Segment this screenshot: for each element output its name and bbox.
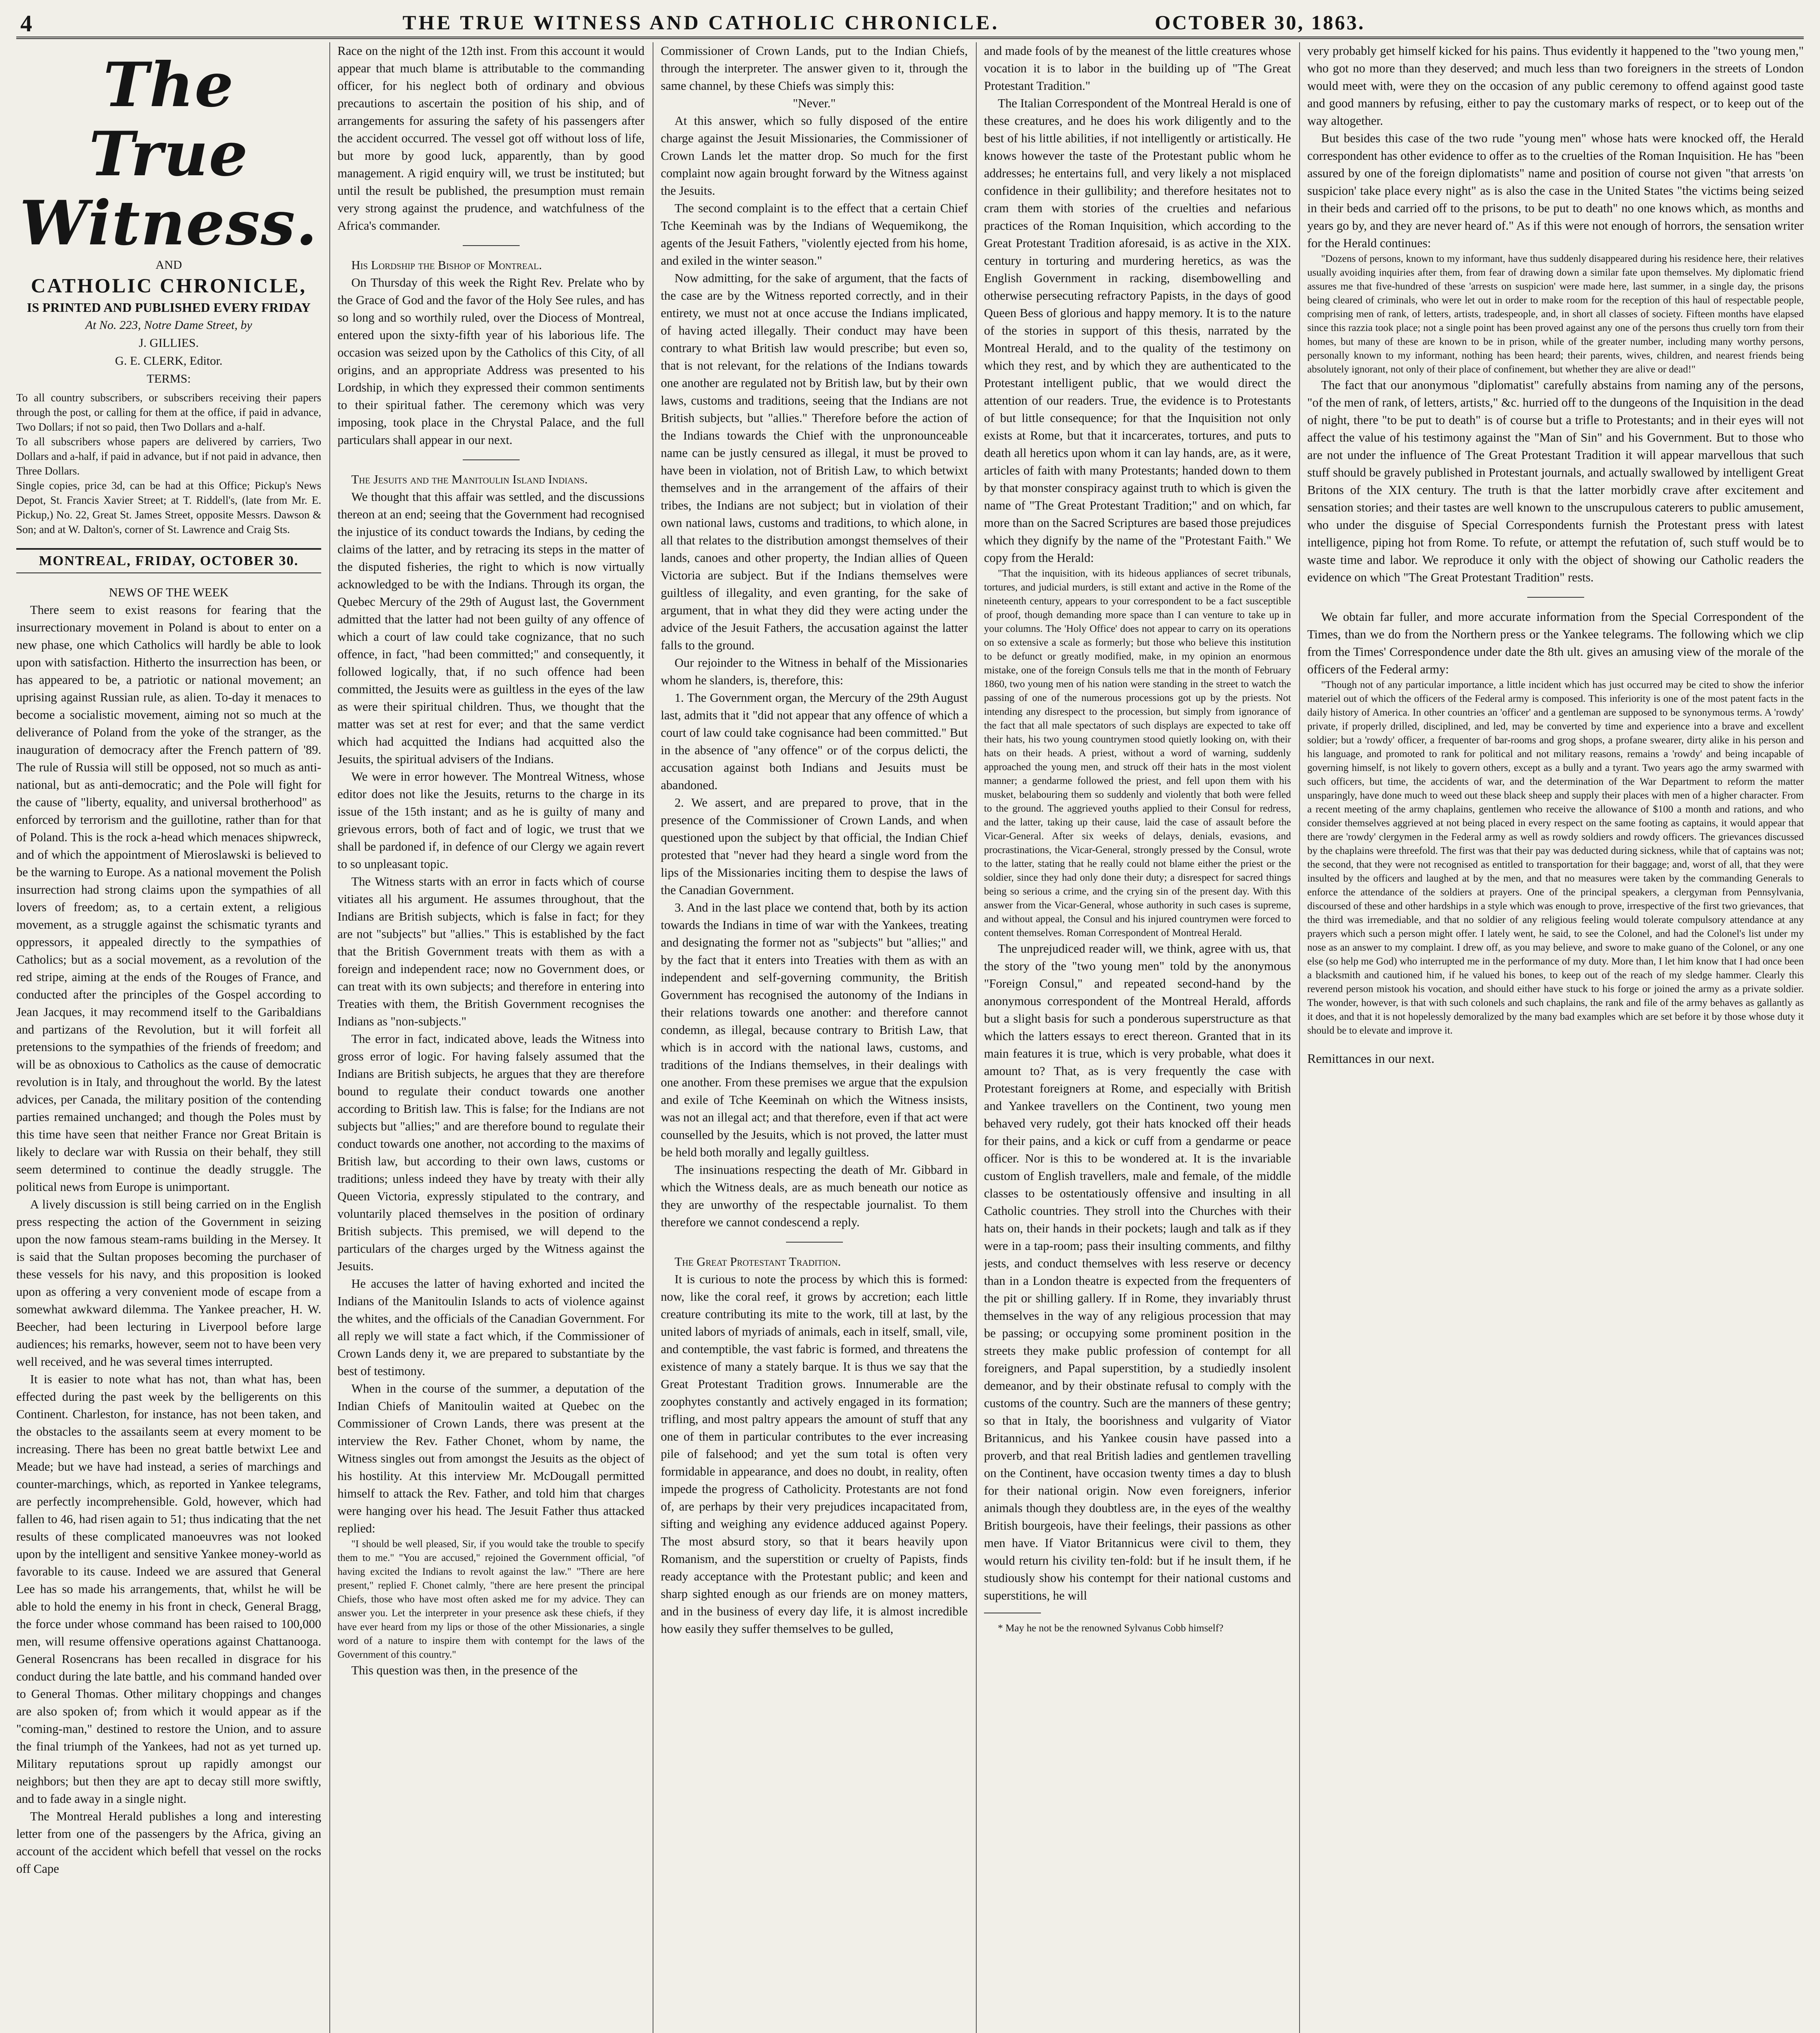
article-paragraph: The fact that our anonymous "diplomatist" carefully abstains from naming any of the persons, "of the men of rank, of letters, artists," &c. hurried off to the dungeons of the Inquisition in the dead of night, there "to be put to death" is of course but a trifle to Protestants; and in their eyes will not affect the value of his testimony against the "Man of Sin" and his Government. But to those who are not under the influence of The Great Protestant Tradition it will appear marvellous that such stuff should be gravely published in Protestant journals, and actually swallowed by intelligent Great Britons of the XIX century. The truth is that the latter morbidly crave after excitement and sensation stories; and their tastes are well known to the unscrupulous caterers to public amusement, who under the disguise of Special Correspondents furnish the Protestant press with latest intelligence, piping hot from Rome. To refute, or attempt the refutation of, such stuff would be to waste time and labor. We reproduce it only with the object of showing our Catholic readers the evidence on which "The Great Protestant Tradition" rests.	[1307, 378, 1804, 584]
masthead-editor: G. E. CLERK, Editor.	[115, 354, 223, 368]
running-head-title: THE TRUE WITNESS AND CATHOLIC CHRONICLE.	[403, 11, 1000, 34]
masthead-published: IS PRINTED AND PUBLISHED EVERY FRIDAY	[27, 300, 311, 315]
article-paragraph: We thought that this affair was settled, and the discussions thereon at an end; seeing that the Government had recognised the injustice of its conduct towards the Indians, by ceding the claims of the latter, and by retracing its steps in the matter of the disputed fisheries, the right to which is now virtually acknowledged to be with the Indians. Through its organ, the Quebec Mercury of the 29th of August last, the Government admitted that the latter had not been guilty of any offence of which a court of law could take cognizance, that no such offence, in fact, "had been committed;" and consequently, it followed logically, that, if no such offence had been committed, the Jesuits were as guiltless in the eyes of the law as were their spiritual children. Thus, we thought that the matter was set at rest for ever; and that the same verdict which had acquitted the Indians had acquitted also the Jesuits, the spiritual advisers of the Indians.	[337, 490, 644, 766]
terms-item: To all subscribers whose papers are delivered by carriers, Two Dollars and a-half, if paid in advance, but if not paid in advance, then Three Dollars.	[16, 435, 321, 477]
article-heading: The Great Protestant Tradition.	[675, 1255, 841, 1269]
article-paragraph: The error in fact, indicated above, leads the Witness into gross error of logic. For having falsely assumed that the Indians are British subjects, he argues that they are therefore bound to regulate their conduct towards one another according to British law. This is false; for the Indians are not subjects but "allies;" and are therefore bound to regulate their conduct towards one another, not according to the maxims of British law, but according to their own laws, customs or traditions; unless indeed they have by treaty with their ally Queen Victoria, expressly stipulated to the contrary, and voluntarily placed themselves in the position of ordinary British subjects. This premised, we will depend to the particulars of the charges urged by the Witness against the Jesuits.	[337, 1032, 644, 1273]
article-heading: His Lordship the Bishop of Montreal.	[351, 258, 542, 272]
divider	[1527, 597, 1584, 598]
newspaper-page	[16, 8, 1804, 2033]
quotation: "I should be well pleased, Sir, if you would take the trouble to specify them to me." "You are accused," rejoined the Government official, "of having excited the Indians to revolt against the law." "There are here present," replied F. Chonet calmly, "there are here present the principal Chiefs, those who have most often asked me for my advice. They can answer you. Let the interpreter in your presence ask these chiefs, if they have ever heard from my lips or those of the other Missionaries, a single word of a nature to inspire them with contempt for the laws of the Government of this country."	[337, 1539, 644, 1660]
terms-item: Single copies, price 3d, can be had at this Office; Pickup's News Depot, St. Francis Xavier Street; at T. Riddell's, (late from Mr. E. Pickup,) No. 22, Great St. James Street, opposite Messrs. Dawson & Son; and at W. Dalton's, corner of St. Lawrence and Craig Sts.	[16, 479, 321, 535]
divider	[786, 1242, 843, 1243]
terms-heading: TERMS:	[146, 372, 191, 385]
article-paragraph: But besides this case of the two rude "young men" whose hats were knocked off, the Herald correspondent has other evidence to offer as to the cruelties of the Roman Inquisition. He has "been assured by one of the foreign diplomatists" name and position of course not given "that arrests 'on suspicion' take place every night" as is also the case in the United States "the victims being seized in their beds and carried off to the prisons, to be put to death" no one knows which, as months and years go by, and they are never heard of." As if this were not enough of horrors, the sensation writer for the Herald continues:	[1307, 131, 1804, 250]
column-2	[337, 42, 644, 2033]
page-number: 4	[20, 10, 32, 37]
column-3	[661, 42, 968, 2033]
article-paragraph: At this answer, which so fully disposed of the entire charge against the Jesuit Missionaries, the Commissioner of Crown Lands let the matter drop. So much for the first complaint now again brought forward by the Witness against the Jesuits.	[661, 114, 968, 198]
article-paragraph: The unprejudiced reader will, we think, agree with us, that the story of the "two young men" told by the anonymous "Foreign Consul," and repeated second-hand by the anonymous correspondent of the Montreal Herald, affords but a slight basis for such a ponderous superstructure as that which the latters essays to erect thereon. Granted that in its main features it is true, which is very probable, what does it amount to? That, as is very frequently the case with Protestant foreigners at Rome, and especially with British and Yankee travellers on the Continent, two young men behaved very rudely, got their hats knocked off their heads for their pains, and a kick or cuff from a gendarme or peace officer. Nor is this to be wondered at. It is the invariable custom of English travellers, male and female, of the middle classes to be ostentatiously offensive and insulting in all Catholic countries. They stroll into the Churches with their hats on, their hands in their pockets; laugh and talk as if they were in a tap-room; pass their insulting comments, and filthy jests, and conduct themselves with less reserve or decency than in a London theatre is expected from the frequenters of the pit or shilling gallery. If in Rome, they invariably thrust themselves in the way of any religious procession that may be passing; or occupying some prominent position in the streets they make public profession of contempt for all foreigners, and Papal superstition, by a studiedly insolent demeanor, and by their obstinate refusal to comply with the customs of the country. Such are the manners of these gentry; so that in Italy, the boorishness and vulgarity of Viator Britannicus, and his Yankee cousin have passed into a proverb, and that real British ladies and gentlemen travelling on the Continent, have occasion twenty times a day to blush for their national origin. Now even foreigners, inferior animals though they doubtless are, in the eyes of the wealthy British bourgeois, have their feelings, their passions as other men have. If Viator Britannicus were civil to them, they would return his civility ten-fold: but if he insult them, if he studiously show his contempt for their national customs and superstitions, he will	[984, 942, 1291, 1602]
masthead-subtitle: CATHOLIC CHRONICLE,	[31, 274, 307, 297]
article-paragraph: The Witness starts with an error in facts which of course vitiates all his argument. He assumes throughout, that the Indians are British subjects, which is false in fact; for they are not "subjects" but "allies." This is established by the fact that the British Government treats with them as with a foreign and independent race; now no Government does, or can treat with its own subjects; and therefore in entering into Treaties with them, the British Government recognises the Indians as "non-subjects."	[337, 875, 644, 1028]
masthead-title: The True Witness.	[20, 49, 318, 259]
column-1	[16, 42, 321, 2033]
article-paragraph: We were in error however. The Montreal Witness, whose editor does not like the Jesuits, returns to the charge in its issue of the 15th instant; and as he is guilty of many and grievous errors, both of fact and of logic, we trust that we shall be pardoned if, in defence of our Clergy we again revert to so unpleasant topic.	[337, 770, 644, 871]
footnote: * May he not be the renowned Sylvanus Cobb himself?	[998, 1623, 1223, 1634]
divider	[463, 459, 520, 460]
quotation: "Dozens of persons, known to my informant, have thus suddenly disappeared during his residence here, their relatives usually avoiding inquiries after them, from fear of drawing down a similar fate upon themselves. My diplomatic friend assures me that five-hundred of these 'arrests on suspicion' were made here, last summer, in a single day, the prisons being cleared of criminals, who were let out in order to make room for the reception of this haul of respectable people, comprising men of rank, of letters, artists, tradespeople, and, in short all classes of society. Fifteen months have elapsed since this razzia took place; not a single point has been proved against any one of the persons thus cruelly torn from their homes, but many of these are known to be in prison, while of the greater number, including many worthy persons, personally known to my informant, nothing has been heard; their parents, wives, children, and nearest friends being absolutely ignorant, not only of their place of confinement, but whether they are alive or dead!"	[1307, 253, 1804, 375]
article-paragraph: This question was then, in the presence of the	[351, 1663, 578, 1677]
terms	[16, 390, 321, 537]
columns	[16, 42, 1804, 2033]
article-paragraph: very probably get himself kicked for his pains. Thus evidently it happened to the "two young men," who got no more than they deserved; and much less than two foreigners in the streets of London would meet with, were they on the occasion of any public ceremony to offend against good taste and good manners by refusing, either to pay the customary marks of respect, or to keep out of the way altogether.	[1307, 44, 1804, 128]
article-paragraph: The Italian Correspondent of the Montreal Herald is one of these creatures, and he does his work diligently and to the best of his little abilities, if not intelligently or artistically. He knows however the taste of the Protestant public whom he addresses; he entertains full, and very likely a not misplaced confidence in their gullibility; and therefore hesitates not to cram them with stories of the cruelties and nefarious practices of the Roman Inquisition, which according to the Great Protestant Tradition aforesaid, is as active in the XIX. century in torturing and murdering heretics, as was the English Government in racking, disembowelling and otherwise persecuting refractory Papists, in the days of good Queen Bess of glorious and happy memory. It is to the nature of the stories in support of this thesis, narrated by the Montreal Herald, and to the quality of the testimony on which they rest, and by which they are authenticated to the Protestant intelligent public, that we would direct the attention of our readers. True, the evidence is to Protestants of but little consequence; for that the Inquisition not only exists at Rome, but that it incarcerates, tortures, and puts to death all heretics upon whom it can lay hands, are, as it were, articles of faith with many Protestants; handed down to them by that monster conspiracy against truth to which is given the name of "The Great Protestant Tradition;" and on which, far more than on the Sacred Scriptures are based those prejudices which they dignify by the name of the "Protestant Faith." We copy from the Herald:	[984, 96, 1291, 565]
article-paragraph: The Montreal Herald publishes a long and interesting letter from one of the passengers by the Africa, giving an account of the accident which befell that vessel on the rocks off Cape	[16, 1809, 321, 1876]
remittances-notice: Remittances in our next.	[1307, 1051, 1435, 1066]
article-paragraph: He accuses the latter of having exhorted and incited the Indians of the Manitoulin Islands to acts of violence against the whites, and the officials of the Canadian Government. For all reply we will state a fact which, if the Commissioner of Crown Lands deny it, we are prepared to substantiate by the best of testimony.	[337, 1277, 644, 1378]
section-heading: NEWS OF THE WEEK	[109, 586, 229, 599]
article-paragraph: "Never."	[792, 96, 836, 110]
article-paragraph: A lively discussion is still being carried on in the English press respecting the action of the Government in seizing upon the now famous steam-rams building in the Mersey. It is said that the Sultan proposes becoming the purchaser of these vessels for his navy, and this proposition is looked upon as offering a very convenient mode of escape from a somewhat awkward dilemma. The Yankee preacher, H. W. Beecher, had been lecturing in Liverpool before large audiences; his remarks, however, seem not to have been very well received, and he was several times interrupted.	[16, 1197, 321, 1369]
quotation: "That the inquisition, with its hideous appliances of secret tribunals, tortures, and judicial murders, is still extant and active in the Rome of the nineteenth century, appears to your correspondent to be a fact susceptible of proof, though demanding more space than I can venture to take up in your columns. The 'Holy Office' does not appear to carry on its operations on so extensive a scale as formerly; but those who believe this institution to be defunct or greatly modified, make, in my opinion an enormous mistake, one of the foreign Consuls tells me that in the month of February 1860, two young men of his nation were standing in the street to watch the passing of one of the numerous processions got up by the priests. Not intending any disrespect to the procession, but simply from ignorance of the fact that all male spectators of such displays are expected to take off their hats, his two young countrymen stood quietly looking on, with their hats on their heads. A priest, without a word of warning, suddenly approached the young men, and struck off their hats in the most violent manner; a gendarme followed the priest, and fell upon them with his musket, belabouring them so suddenly and violently that both were felled to the ground. The aggrieved youths applied to their Consul for redress, and the latter, taking up their cause, laid the case of assault before the Vicar-General. After six weeks of delays, denials, evasions, and procrastinations, the Vicar-General, strongly pressed by the Consul, wrote to the latter, stating that he really could not blame either the priest or the soldier, since they had only done their duty; a disrespect for sacred things being so serious a crime, and the crying sin of the present day. With this answer from the Vicar-General, whose authority in such cases is supreme, and without appeal, the Consul and his injured countrymen were forced to content themselves. Roman Correspondent of Montreal Herald.	[984, 568, 1291, 938]
masthead	[16, 50, 321, 573]
article-paragraph: There seem to exist reasons for fearing that the insurrectionary movement in Poland is about to enter on a new phase, one which Catholics will hardly be able to look upon with satisfaction. Hitherto the insurrection has been, or has appeared to be, a patriotic or national movement; an uprising against Russian rule, as alien. To-day it menaces to become a socialistic movement, aiming not so much at the deliverance of Poland from the yoke of the stranger, as the inauguration of democracy after the French pattern of '89. The rule of Russia will still be opposed, not so much as anti-national, but as anti-democratic; and the Pole will fight for the cause of "liberty, equality, and universal brotherhood" as enforced by terrorism and the guillotine, rather than for that of Poland. This is the rock a-head which menaces shipwreck, and of which the appointment of Mieroslawski is believed to be the warning to Europe. As a national movement the Polish insurrection had strong claims upon the sympathies of all lovers of freedom; as, to a certain extent, a religious movement, as a struggle against the schismatic tyrants and oppressors, it appealed directly to the sympathies of Catholics; but as a social movement, as a revolution of the red stripe, aiming at the ends of the Rouges of France, and conducted after the principles of the Gospel according to Jean Jacques, it may recommend itself to the Garibaldians and partizans of the Revolution, but it will forfeit all pretensions to the sympathies of the friends of freedom; and will be as obnoxious to Catholics as the cause of democratic revolution is in Italy, and throughout the world. By the latest advices, per Canada, the military position of the contending parties remained unchanged; and though the Poles must by this time have seen that neither France nor Great Britain is likely to declare war with Russia on their behalf, they still seem determined to continue the deadly struggle. The political news from Europe is unimportant.	[16, 603, 321, 1194]
article-paragraph: 3. And in the last place we contend that, both by its action towards the Indians in time of war with the Yankees, treating and designating the former not as "subjects" but "allies;" and by the fact that it enters into Treaties with them as with an independent and self-governing community, the British Government has recognised the autonomy of the Indians in their relations towards one another: and therefore cannot condemn, as illegal, because contrary to British Law, that which is in accord with the national laws, customs, and traditions of the Indians themselves, in their dealings with one another. From these premises we argue that the expulsion and exile of Tche Keeminah on which the Witness insists, was not an illegal act; and that therefore, even if that act were counselled by the Jesuits, which is not proved, the latter must be held both morally and legally guiltless.	[661, 901, 968, 1159]
column-4	[984, 42, 1291, 2033]
article-paragraph: The insinuations respecting the death of Mr. Gibbard in which the Witness deals, are as much beneath our notice as they are unworthy of the respectable journalist. To them therefore we cannot condescend a reply.	[661, 1163, 968, 1229]
article-paragraph: Our rejoinder to the Witness in behalf of the Missionaries whom he slanders, is, therefore, this:	[661, 656, 968, 687]
article-paragraph: and made fools of by the meanest of the little creatures whose vocation it is to labor in the building up of "The Great Protestant Tradition."	[984, 44, 1291, 93]
article-paragraph: On Thursday of this week the Right Rev. Prelate who by the Grace of God and the favor of the Holy See rules, and has so long and so worthily ruled, over the Diocess of Montreal, entered upon the sixty-fifth year of his laborious life. The occasion was seized upon by the Catholics of this City, of all origins, and an appropriate Address was presented to his Lordship, in which they expressed their common sentiments to their spiritual father. The ceremony which was very imposing, took place in the Chrystal Palace, and the full particulars shall appear in our next.	[337, 276, 644, 447]
masthead-and: AND	[155, 258, 182, 272]
quotation: "Though not of any particular importance, a little incident which has just occurred may be cited to show the inferior materiel out of which the officers of the Federal army is composed. This inferiority is one of the most patent facts in the daily history of America. In other countries an 'officer' and a gentleman are supposed to be synonymous terms. A 'rowdy' private, if properly drilled, disciplined, and led, may be converted by time and experience into a brave and excellent soldier; but a 'rowdy' officer, a frequenter of bar-rooms and grog shops, a profane swearer, dirty alike in his person and his language, and promoted to rank for political and not military reasons, remains a 'rowdy' and being incapable of governing himself, is not likely to govern others, except as a bully and a tyrant. Two years ago the army swarmed with such officers, but time, the accidents of war, and the determination of the War Department to reform the matter unsparingly, have done much to weed out these black sheep and supply their places with men of a higher character. From a recent meeting of the army chaplains, gentlemen who receive the allowance of $100 a month and rations, and who consider themselves aggrieved at not being placed in every respect on the same footing as captains, it would appear that there are 'rowdy' clergymen in the Federal army as well as rowdy soldiers and rowdy officers. The grievances discussed by the chaplains were threefold. The first was that their pay was deducted during sickness, while that of captains was not; the second, that they were not recognised as entitled to transportation for their baggage; and, worst of all, that they were insulted by the officers and laughed at by the men, and that no measures were taken by the commanding Generals to enforce the attendance of the soldiers at prayers. One of the principal speakers, a clergyman from Pennsylvania, discoursed of these and other hardships in a style which was enough to prove, irrespective of the first two grievances, that the third was irremediable, and that no soldier of any religious feeling would tolerate compulsory attendance at any prayers which such a person might offer. I lately went, he said, to see the Colonel, and had the Colonel's list under my nose as an answer to my complaint. I drew off, as you may believe, and swore to make guano of the Colonel, or any one else (so help me God) who interrupted me in the performance of my duty. More than, I let him know that I had once been a blacksmith and cautioned him, if he valued his bones, to keep out of the reach of my sledge hammer. Clearly this reverend person mistook his vocation, and should either have stuck to his forge or joined the army as a private soldier. The wonder, however, is that with such colonels and such chaplains, the rank and file of the army behaves as gallantly as it does, and that it is not hopelessly demoralized by the many bad examples which are set before it by those whose duty it should be to elevate and improve it.	[1307, 679, 1804, 1036]
article-paragraph: When in the course of the summer, a deputation of the Indian Chiefs of Manitoulin waited at Quebec on the Commissioner of Crown Lands, there was present at the interview the Rev. Father Chonet, whom by name, the Witness singles out from amongst the Jesuits as the object of his hostility. At this interview Mr. McDougall permitted himself to attack the Rev. Father, and told him that charges were hanging over his head. The Jesuit Father thus attacked replied:	[337, 1382, 644, 1535]
article-paragraph: The second complaint is to the effect that a certain Chief Tche Keeminah was by the Indians of Wequemikong, the agents of the Jesuit Fathers, "violently ejected from his home, and exiled in the winter season."	[661, 201, 968, 268]
article-paragraph: We obtain far fuller, and more accurate information from the Special Correspondent of the Times, than we do from the Northern press or the Yankee telegrams. The following which we clip from the Times' Correspondence under date the 8th ult. gives an amusing view of the morale of the officers of the Federal army:	[1307, 610, 1804, 676]
column-5	[1307, 42, 1804, 2033]
article-paragraph: Commissioner of Crown Lands, put to the Indian Chiefs, through the interpreter. The answer given to it, through the same channel, by these Chiefs was simply this:	[661, 44, 968, 93]
running-head-date: OCTOBER 30, 1863.	[1155, 11, 1365, 34]
article-paragraph: 1. The Government organ, the Mercury of the 29th August last, admits that it "did not appear that any offence of which a court of law could take cognisance had been committed." But in the absence of "any offence" or of the corpus delicti, the accusation against both Indians and Jesuits must be abandoned.	[661, 691, 968, 792]
terms-item: To all country subscribers, or subscribers receiving their papers through the post, or calling for them at the office, if paid in advance, Two Dollars; if not so paid, then Two Dollars and a-half.	[16, 392, 321, 433]
article-paragraph: It is curious to note the process by which this is formed: now, like the coral reef, it grows by accretion; each little creature contributing its mite to the work, till at last, by the united labors of myriads of animals, each in itself, small, vile, and contemptible, the vast fabric is formed, and threatens the existence of many a stately barque. It is thus we say that the Great Protestant Tradition grows. Innumerable are the zoophytes constantly and actively engaged in its formation; trifling, and most paltry appears the amount of stuff that any one of them in particular contributes to the ever increasing pile of falsehood; and yet the sum total is often very formidable in appearance, and does no doubt, in reality, often impede the progress of Catholicity. Protestants are not fond of, are perhaps by their very prejudices incapacitated from, sifting and weighing any evidence adduced against Popery. The most absurd story, so that it bears heavily upon Romanism, and the superstition or cruelty of Papists, finds ready acceptance with the Protestant public; and keen and sharp sighted enough as our friends are on money matters, and in the business of every day life, it is almost incredible how easily they suffer themselves to be gulled,	[661, 1272, 968, 1636]
masthead-address: At No. 223, Notre Dame Street, by	[85, 318, 253, 332]
dateline: MONTREAL, FRIDAY, OCTOBER 30.	[16, 548, 321, 573]
article-paragraph: Now admitting, for the sake of argument, that the facts of the case are by the Witness reported correctly, and in their entirety, we must not at once accuse the Indians implicated, of having acted illegally. Their conduct may have been contrary to what British law would prescribe; but even so, that is not relevant, for the relations of the Indians towards one another are regulated not by British law, but by their own laws, customs and traditions, seeing that the Indians are not British subjects, but "allies." Therefore before the action of the Indians towards the Chief with the unpronounceable name can be justly censured as illegal, it must be proved to have been in violation, not of British Law, to which betwixt themselves and in the arrangement of the affairs of their tribes, the Indians are not subject; but in violation of their own national laws, customs and traditions, to which alone, in all that relates to the distribution amongst themselves of their lands, canoes and other property, the Indian allies of Queen Victoria are subject. But if the Indians themselves were guiltless of illegality, and even granting, for the sake of argument, that in what they did they were acting under the advice of the Jesuit Fathers, the accusation against the latter falls to the ground.	[661, 271, 968, 652]
article-paragraph: It is easier to note what has not, than what has, been effected during the past week by the belligerents on this Continent. Charleston, for instance, has not been taken, and the obstacles to the assailants seem at every moment to be increasing. There has been no great battle betwixt Lee and Meade; but we have had instead, a series of marchings and counter-marchings, which, as reported in Yankee telegrams, are perfectly incomprehensible. Gold, however, which had fallen to 46, had risen again to 51; thus indicating that the net results of these complicated manoeuvres was not looked upon by the intelligent and sensitive Yankee money-world as favorable to its cause. Indeed we are assured that General Lee has so made his arrangements, that, whilst he will be able to hold the enemy in his front in check, General Bragg, the force under whose command has been raised to 100,000 men, will resume offensive operations against Chattanooga. General Rosencrans has been recalled in disgrace for his conduct during the late battle, and his command handed over to General Thomas. Other military choppings and changes are also spoken of; from which it would appear as if the "coming-man," destined to restore the Union, and to assure the final triumph of the Yankees, had not as yet turned up. Military reputations sprout up rapidly amongst our neighbors; but then they are apt to decay still more swiftly, and to fade away in a single night.	[16, 1372, 321, 1806]
running-head	[16, 8, 1804, 39]
divider	[463, 245, 520, 246]
masthead-publisher: J. GILLIES.	[139, 336, 199, 350]
article-paragraph: Race on the night of the 12th inst. From this account it would appear that much blame is attributable to the commanding officer, for his neglect both of ordinary and obvious precautions to ascertain the position of his ship, and of arrangements for assuring the safety of his passengers after the accident occurred. The vessel got off without loss of life, but more by good luck, apparently, than by good management. A rigid enquiry will, we trust be instituted; but until the result be published, the presumption must remain very strong against the prudence, and watchfulness of the Africa's commander.	[337, 44, 644, 233]
article-heading: The Jesuits and the Manitoulin Island Indians.	[351, 472, 588, 486]
article-paragraph: 2. We assert, and are prepared to prove, that in the presence of the Commissioner of Crown Lands, and when questioned upon the subject by that official, the Indian Chief protested that "never had they heard a single word from the lips of the Missionaries inciting them to despise the laws of the Canadian Government.	[661, 796, 968, 897]
